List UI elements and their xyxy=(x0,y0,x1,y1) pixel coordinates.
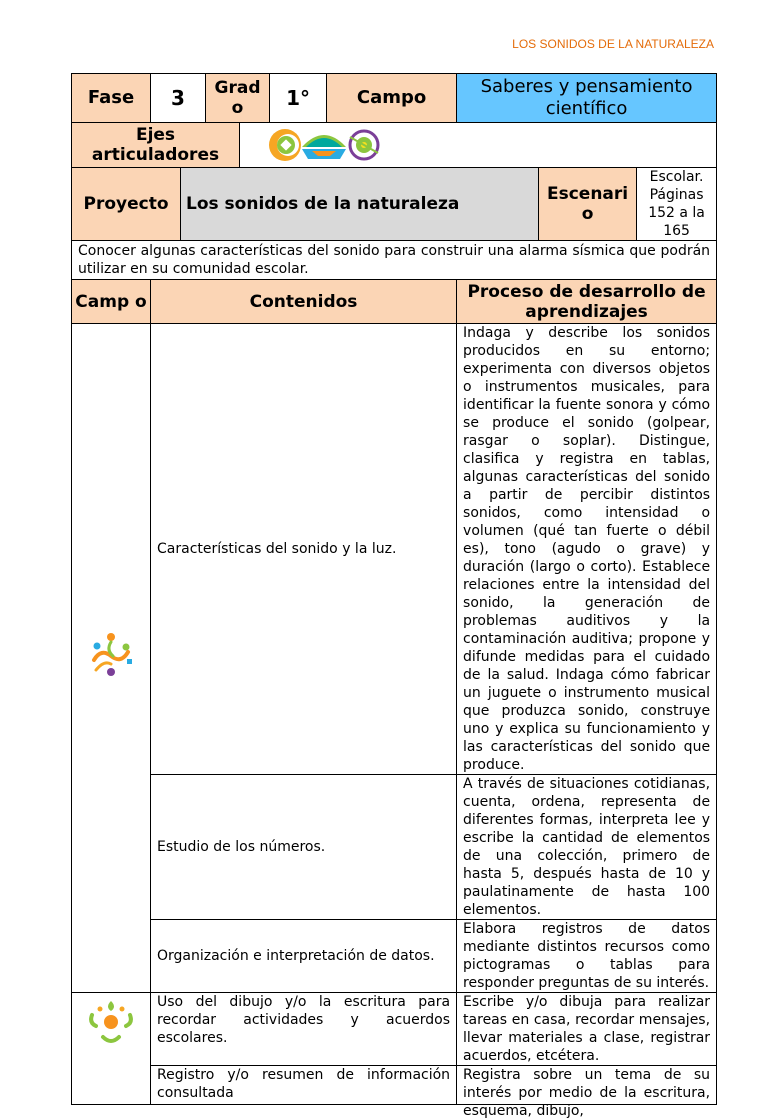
contenido-text: Registro y/o resumen de información consultada xyxy=(157,1067,451,1101)
campo-value: Saberes y pensamiento científico xyxy=(457,74,717,123)
table-row xyxy=(72,993,717,1066)
proceso-text: Registra sobre un tema de su interés por medio de la escritura, esquema, dibujo, xyxy=(463,1067,711,1119)
table-row xyxy=(72,920,717,993)
table-row xyxy=(72,1066,717,1105)
header-row xyxy=(72,74,717,123)
interculturalidad-icon xyxy=(302,135,346,159)
planning-table xyxy=(71,73,717,1119)
proceso-cell: Elabora registros de datos mediante distintos recursos como pictogramas o tablas para responder preguntas de su interés. xyxy=(457,920,717,993)
col-header-proceso: Proceso de desarrollo de aprendizajes xyxy=(457,280,717,324)
contenido-cell: Uso del dibujo y/o la escritura para recordar actividades y acuerdos escolares. xyxy=(151,993,457,1066)
proyecto-row xyxy=(72,168,717,241)
ejes-articuladores-icons xyxy=(268,125,388,165)
inclusion-icon xyxy=(269,129,301,161)
grado-value: 1° xyxy=(270,74,327,123)
table-row xyxy=(72,775,717,920)
grado-label: Grad o xyxy=(206,74,270,123)
proceso-cell: A través de situaciones cotidianas, cuenta, ordena, representa de diferentes formas, interpreta lee y escribe la cantidad de elementos de una colección, primero de hasta 5, después hasta de 10 y paulatinamente de hasta 100 elementos. xyxy=(457,775,717,920)
col-header-campo: Camp o xyxy=(72,280,151,324)
campo-icon-cell-1 xyxy=(72,324,151,993)
contenido-cell xyxy=(151,1066,457,1105)
running-header: LOS SONIDOS DE LA NATURALEZA xyxy=(512,37,714,51)
table-row xyxy=(72,324,717,775)
lenguajes-icon xyxy=(86,999,136,1045)
contenido-cell: Estudio de los números. xyxy=(151,775,457,920)
ejes-label: Ejes articuladores xyxy=(72,123,240,168)
vida-saludable-icon xyxy=(350,131,378,159)
fase-value: 3 xyxy=(151,74,206,123)
column-header-row xyxy=(72,280,717,324)
proposito-text: Conocer algunas características del sonido para construir una alarma sísmica que podrán utilizar en su comunidad escolar. xyxy=(72,241,717,280)
campo-icon-cell-2 xyxy=(72,993,151,1105)
proposito-row xyxy=(72,241,717,280)
escenario-label: Escenari o xyxy=(539,168,637,241)
col-header-contenidos: Contenidos xyxy=(151,280,457,324)
ejes-icons xyxy=(240,123,717,168)
contenido-cell: Características del sonido y la luz. xyxy=(151,324,457,775)
ejes-row xyxy=(72,123,717,168)
contenido-cell: Organización e interpretación de datos. xyxy=(151,920,457,993)
pensamiento-cientifico-icon xyxy=(86,630,136,682)
proceso-cell: Indaga y describe los sonidos producidos en su entorno; experimenta con diversos objetos o instrumentos musicales, para identificar la fuente sonora y cómo se produce el sonido (golpear, rasgar o soplar). Distingue, clasifica y registra en tablas, algunas características del sonido a partir de percibir distintos sonidos, como intensidad o volumen (qué tan fuerte o débil es), tono (agudo o grave) y duración (largo o corto). Establece relaciones entre la intensidad del sonido, la generación de problemas auditivos y la contaminación auditiva; propone y difunde medidas para el cuidado de la salud. Indaga cómo fabricar un juguete o instrumento musical que produzca sonido, construye uno y explica su funcionamiento y las características del sonido que produce. xyxy=(457,324,717,775)
proceso-cell xyxy=(457,1066,717,1119)
proyecto-label: Proyecto xyxy=(72,168,181,241)
fase-label: Fase xyxy=(72,74,151,123)
proceso-cell: Escribe y/o dibuja para realizar tareas en casa, recordar mensajes, llevar materiales a clase, registrar acuerdos, etcétera. xyxy=(457,993,717,1066)
campo-label: Campo xyxy=(327,74,457,123)
escenario-value: Escolar. Páginas 152 a la 165 xyxy=(637,168,717,241)
proyecto-value: Los sonidos de la naturaleza xyxy=(181,168,539,241)
